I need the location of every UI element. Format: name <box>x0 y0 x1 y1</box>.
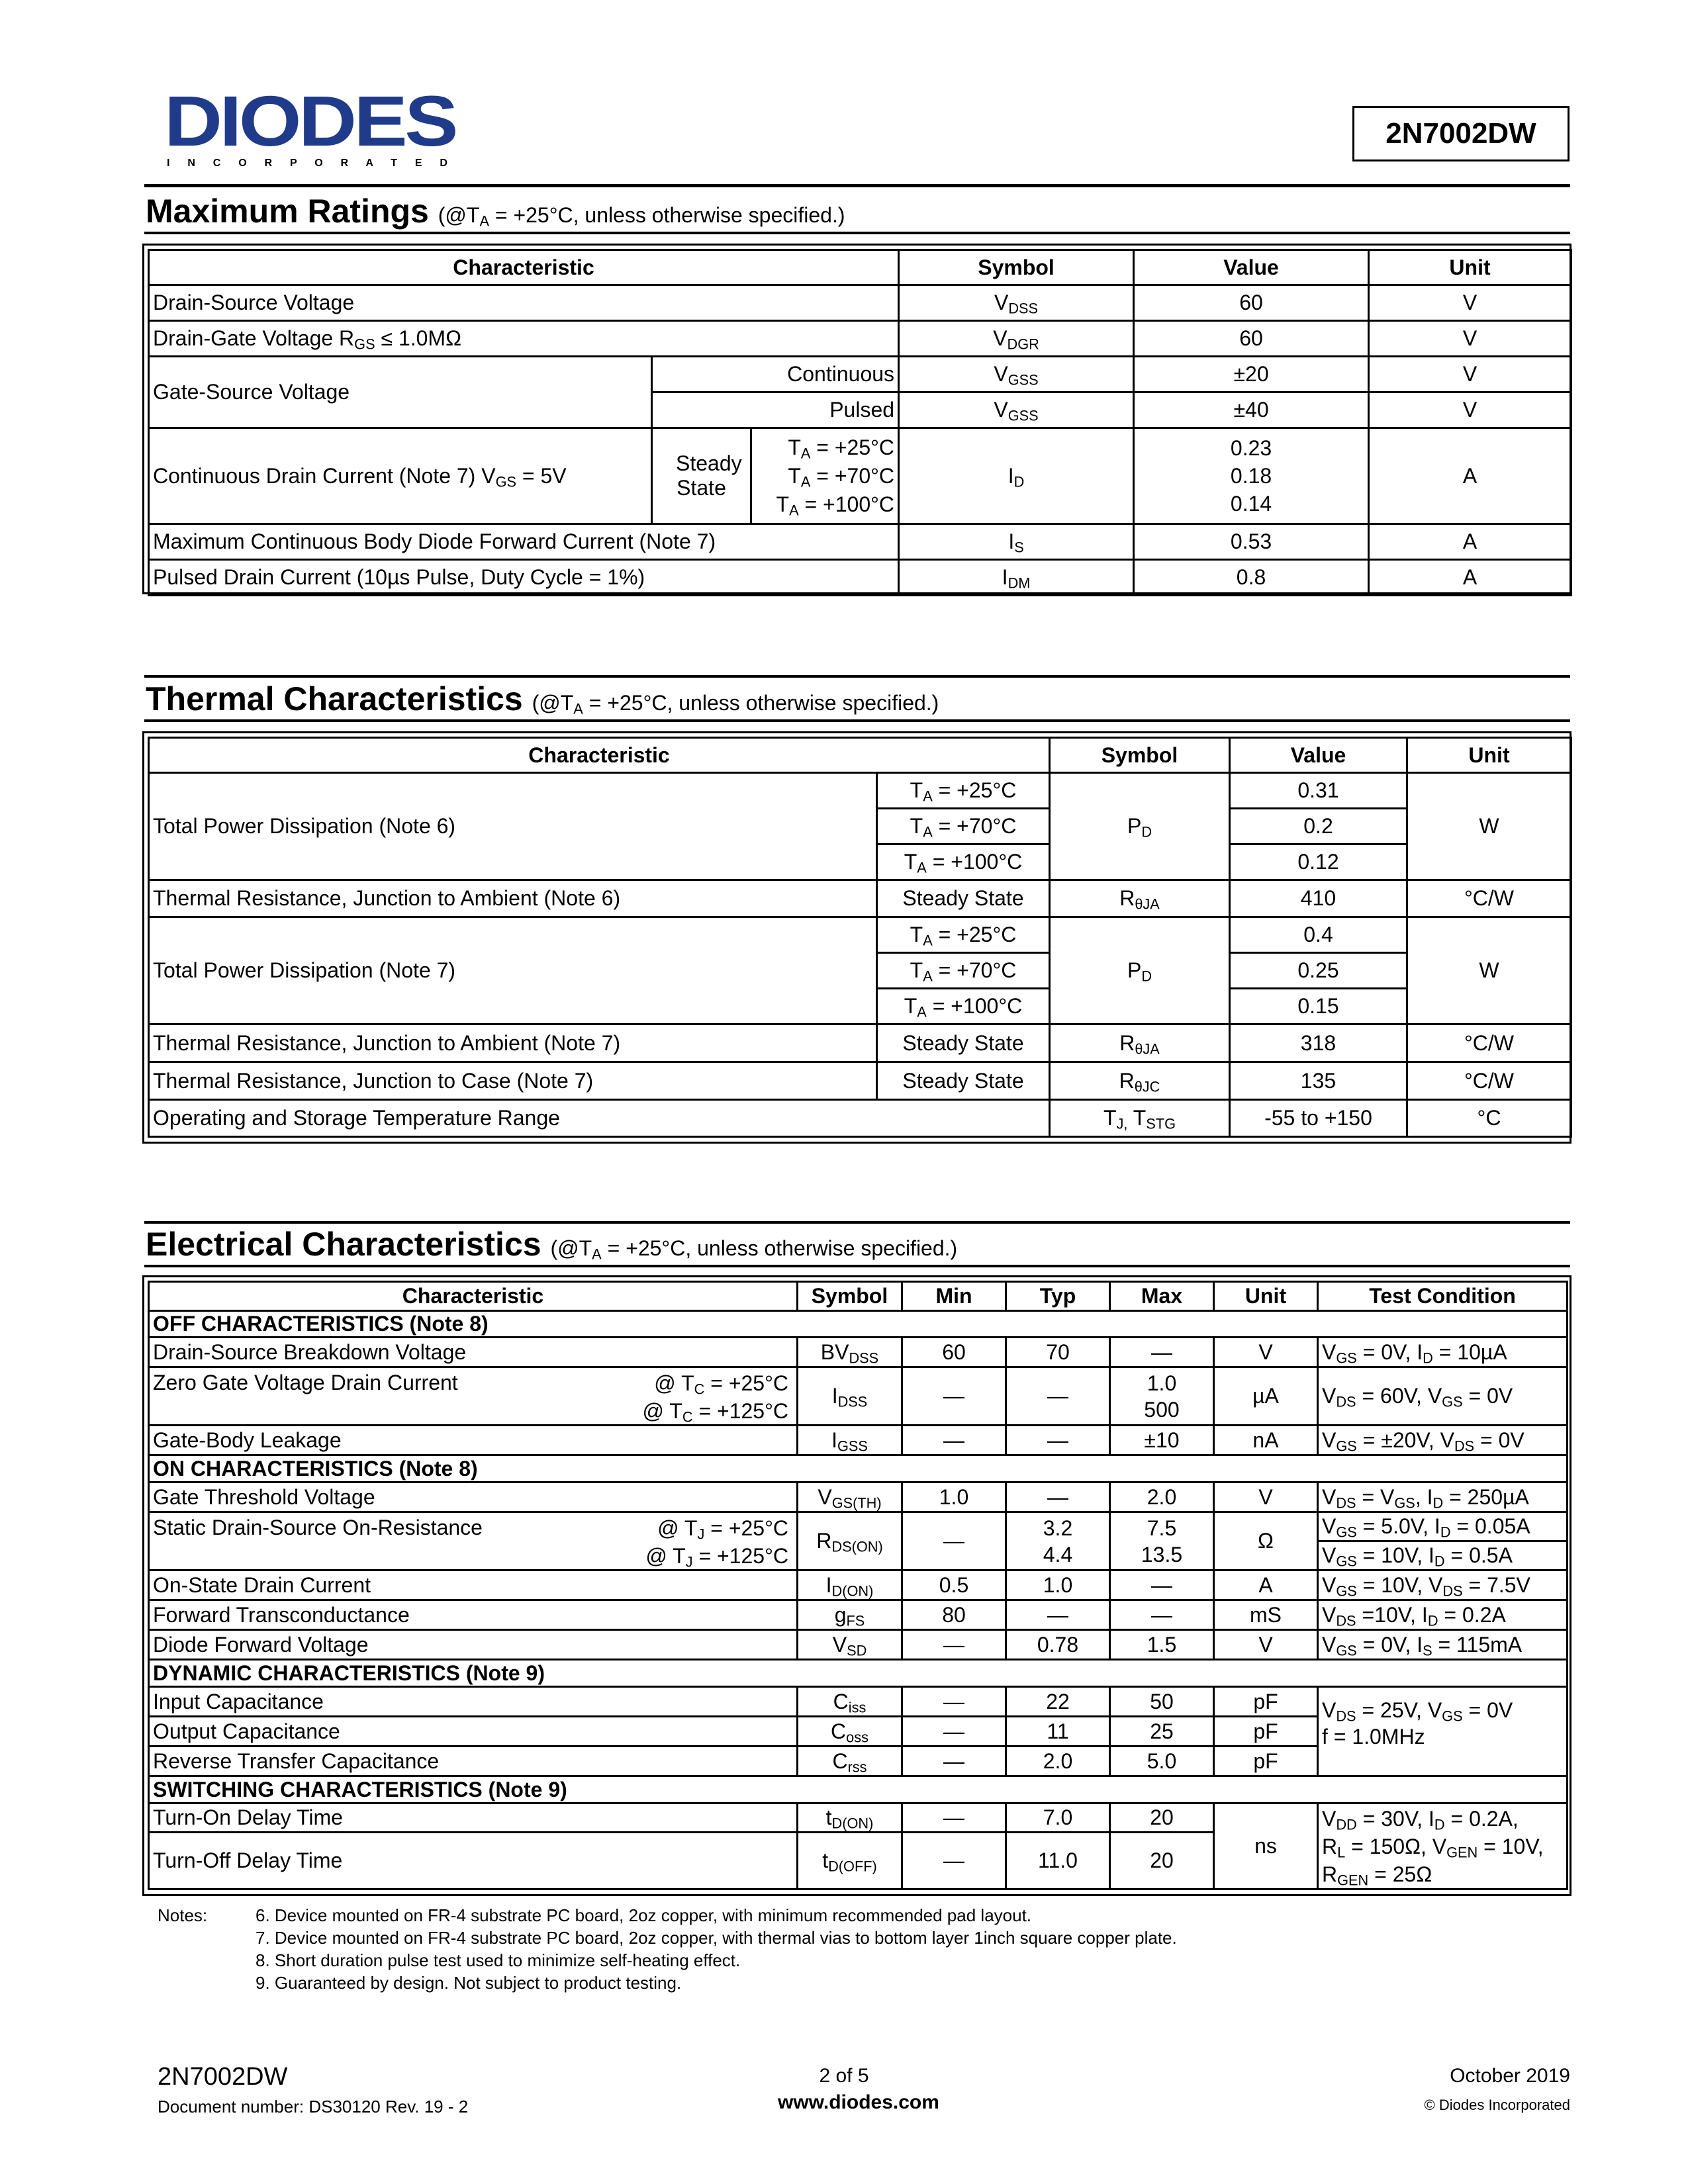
table-header-row: Characteristic Symbol Min Typ Max Unit Test Condition <box>149 1282 1568 1311</box>
table-row: Total Power Dissipation (Note 7) $T_A = +25^\circ C$ $P_D$ 0.4 W <box>149 917 1571 953</box>
table-row: Thermal Resistance, Junction to Ambient (Note 6) Steady State $R_{\theta JA}$ 410 °C/W <box>149 880 1571 917</box>
max-ratings-divider <box>144 232 1570 234</box>
notes-list <box>256 1904 1579 1994</box>
max-ratings-table <box>148 249 1572 596</box>
table-row: Pulsed Drain Current (10µs Pulse, Duty Cycle = 1%) $I_{DM}$ 0.8 A <box>149 560 1571 596</box>
table-row: On-State Drain Current $I_{D(ON)}$ 0.5 1.0 — A $V_{GS} = 10V$, $V_{DS} = 7.5V$ <box>149 1570 1568 1600</box>
group-row: OFF CHARACTERISTICS (Note 8) <box>149 1311 1568 1338</box>
max-ratings-table-frame <box>142 244 1571 594</box>
group-row: ON CHARACTERISTICS (Note 8) <box>149 1455 1568 1482</box>
max-ratings-condition: ($@T_A = +25^\circ C$, unless otherwise specified.) <box>438 203 845 230</box>
table-row: $T_A = +70^\circ C$ 0.25 <box>149 953 1571 989</box>
footer-doc-number: Document number: DS30120 Rev. 19 - 2 <box>158 2097 469 2116</box>
electrical-condition: ($@T_A = +25^\circ C$, unless otherwise specified.) <box>550 1236 958 1263</box>
table-row: Static Drain-Source On-Resistance @ $T_J = +25^\circ C$ @ $T_J = +125^\circ C$ $R_{DS(ON)}$ — 3.2 4.4 7.5 13.5 Ω $V_{GS} = 5.0V$, $I_D = 0.05A$ <box>149 1512 1568 1541</box>
thermal-heading <box>146 680 939 718</box>
table-row: Input Capacitance $C_{iss}$ — 22 50 pF $V_{DS} = 25V$, $V_{GS} = 0V$ f = 1.0MHz <box>149 1687 1568 1717</box>
col-unit: Unit <box>1369 250 1571 285</box>
group-row: DYNAMIC CHARACTERISTICS (Note 9) <box>149 1660 1568 1687</box>
group-row: SWITCHING CHARACTERISTICS (Note 9) <box>149 1776 1568 1803</box>
electrical-divider <box>144 1265 1570 1267</box>
electrical-table <box>148 1281 1568 1890</box>
table-row: Continuous Drain Current (Note 7) $V_{GS} = 5V$ Steady State $T_A = +25^\circ C$ $T_A = +70^\circ C$ $T_A = +100^\circ C$ $I_D$ 0.23 0.18 0.14 A <box>149 428 1571 524</box>
note-item: 7. Device mounted on FR-4 substrate PC board, 2oz copper, with thermal vias to bottom layer 1inch square copper plate. <box>256 1928 1177 1948</box>
table-row: $T_A = +70^\circ C$ 0.2 <box>149 809 1571 844</box>
table-header-row: Characteristic Symbol Value Unit <box>149 738 1571 773</box>
col-symbol: Symbol <box>899 250 1134 285</box>
max-ratings-heading <box>146 192 845 230</box>
table-row: Output Capacitance $C_{oss}$ — 11 25 pF <box>149 1717 1568 1747</box>
footer-page: 2 of 5 <box>819 2065 869 2087</box>
note-item: 6. Device mounted on FR-4 substrate PC board, 2oz copper, with minimum recommended pad layout. <box>256 1905 1032 1925</box>
table-row: Gate Threshold Voltage $V_{GS(TH)}$ 1.0 — 2.0 V $V_{DS} = V_{GS}$, $I_D = 250\mu A$ <box>149 1482 1568 1512</box>
table-row: $T_A = +100^\circ C$ 0.12 <box>149 844 1571 880</box>
thermal-table <box>148 737 1572 1138</box>
table-row: Total Power Dissipation (Note 6) $T_A = +25^\circ C$ $P_D$ 0.31 W <box>149 773 1571 809</box>
thermal-condition: ($@T_A = +25^\circ C$, unless otherwise specified.) <box>532 691 939 717</box>
max-ratings-title: Maximum Ratings <box>146 193 429 230</box>
part-number: 2N7002DW <box>1385 117 1536 150</box>
logo-wordmark: DIODES <box>164 91 455 161</box>
table-row: Drain-Source Breakdown Voltage $BV_{DSS}$ 60 70 — V $V_{GS} = 0V$, $I_D = 10\mu A$ <box>149 1338 1568 1367</box>
table-header-row <box>149 250 1571 285</box>
electrical-heading <box>146 1225 957 1263</box>
thermal-top-divider <box>144 675 1570 678</box>
logo-subtitle: I N C O R P O R A T E D <box>167 158 447 169</box>
notes-label: Notes: <box>158 1905 208 1925</box>
footer-part: 2N7002DW <box>158 2063 288 2091</box>
diodes-logo <box>164 91 469 174</box>
thermal-title: Thermal Characteristics <box>146 680 523 717</box>
table-row: Gate-Body Leakage $I_{GSS}$ — — ±10 nA $V_{GS} = \pm 20V$, $V_{DS} = 0V$ <box>149 1426 1568 1455</box>
table-row: Gate-Source Voltage Continuous $V_{GSS}$ ±20 V <box>149 357 1571 392</box>
part-number-box <box>1352 106 1570 161</box>
table-row: $V_{GS} = 10V$, $I_D = 0.5A$ <box>149 1541 1568 1570</box>
table-row: Turn-On Delay Time $t_{D(ON)}$ — 7.0 20 ns $V_{DD} = 30V$, $I_D = 0.2A$, $R_L = 150\Omega$, $V_{GEN} = 10V$, $R_{GEN} = 25\Omega$ <box>149 1803 1568 1833</box>
note-item: 8. Short duration pulse test used to minimize self-heating effect. <box>256 1950 741 1970</box>
thermal-divider <box>144 719 1570 722</box>
table-row: Maximum Continuous Body Diode Forward Current (Note 7) $I_S$ 0.53 A <box>149 524 1571 560</box>
table-row: Operating and Storage Temperature Range $T_{J,}$ $T_{STG}$ -55 to +150 °C <box>149 1100 1571 1137</box>
col-value: Value <box>1134 250 1369 285</box>
table-row: Reverse Transfer Capacitance $C_{rss}$ — 2.0 5.0 pF <box>149 1747 1568 1776</box>
footer-url[interactable]: www.diodes.com <box>778 2091 939 2113</box>
table-row: Pulsed $V_{GSS}$ ±40 V <box>149 392 1571 428</box>
table-row: Drain-Gate Voltage $R_{GS} \le 1.0M\Omega$ $V_{DGR}$ 60 V <box>149 321 1571 357</box>
table-row: Drain-Source Voltage $V_{DSS}$ 60 V <box>149 285 1571 321</box>
table-row: Diode Forward Voltage $V_{SD}$ — 0.78 1.5 V $V_{GS} = 0V$, $I_S = 115mA$ <box>149 1630 1568 1660</box>
footer-date: October 2019 <box>1450 2065 1570 2087</box>
table-row: Turn-Off Delay Time $t_{D(OFF)}$ — 11.0 20 <box>149 1833 1568 1889</box>
col-characteristic: Characteristic <box>149 250 899 285</box>
table-row: Thermal Resistance, Junction to Ambient (Note 7) Steady State $R_{\theta JA}$ 318 °C/W <box>149 1024 1571 1062</box>
table-row: $T_A = +100^\circ C$ 0.15 <box>149 989 1571 1024</box>
table-row: Forward Transconductance $g_{FS}$ 80 — — mS $V_{DS} =10V$, $I_D = 0.2A$ <box>149 1600 1568 1630</box>
footer-copyright: © Diodes Incorporated <box>1424 2097 1570 2113</box>
header-divider <box>144 184 1570 187</box>
table-row: Thermal Resistance, Junction to Case (Note 7) Steady State $R_{\theta JC}$ 135 °C/W <box>149 1062 1571 1100</box>
electrical-top-divider <box>144 1221 1570 1224</box>
thermal-table-frame <box>142 731 1571 1144</box>
electrical-table-frame <box>142 1275 1571 1896</box>
electrical-title: Electrical Characteristics <box>146 1226 541 1263</box>
table-row: Zero Gate Voltage Drain Current @ $T_C = +25^\circ C$ @ $T_C = +125^\circ C$ $I_{DSS}$ — — 1.0 500 µA $V_{DS} = 60V$, $V_{GS} = 0V$ <box>149 1367 1568 1426</box>
note-item: 9. Guaranteed by design. Not subject to product testing. <box>256 1973 682 1993</box>
